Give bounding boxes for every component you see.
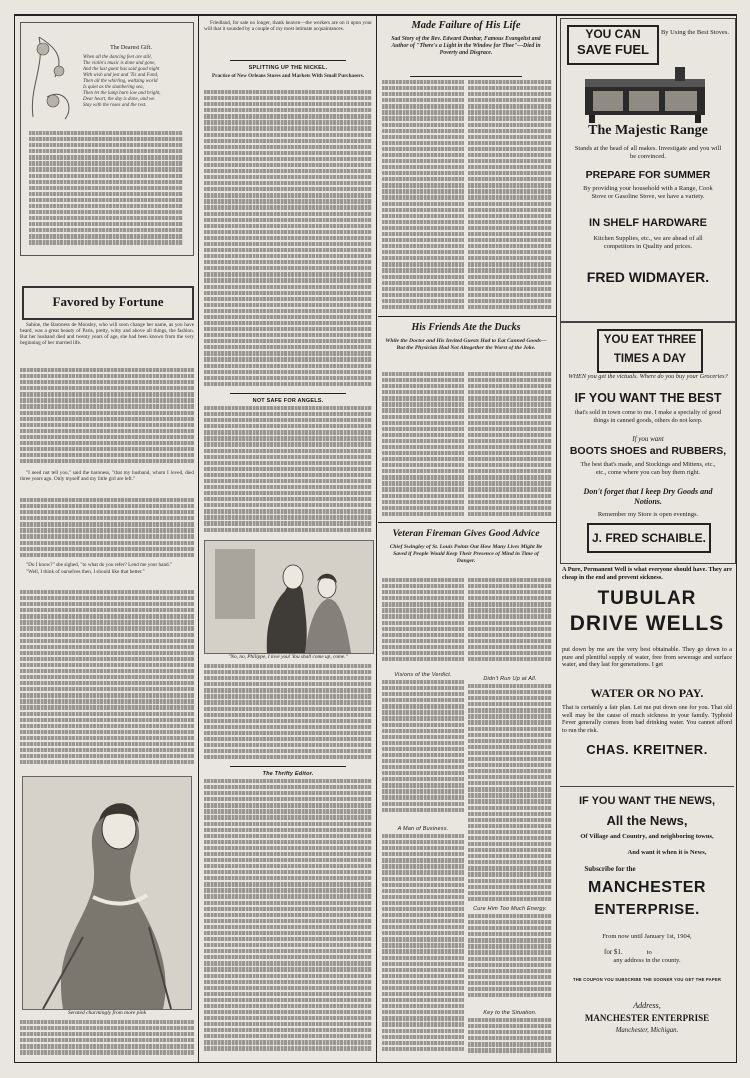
veteran-text-lines-right xyxy=(468,578,552,668)
poem-line: And the last guest has said good night xyxy=(83,67,160,72)
veteran-text-lines-left xyxy=(382,578,464,668)
majestic-title: The Majestic Range xyxy=(588,123,708,138)
poem-line: Stay with the roses and the rest. xyxy=(83,103,147,108)
if-news: IF YOU WANT THE NEWS, xyxy=(578,795,716,807)
deck-veteran: Chief Swingley of St. Louis Points Out How Many Lives Might Be Saved if People Would Keep Their Presence of Mind in Time of Danger. xyxy=(389,544,543,564)
headline-ducks: His Friends Ate the Ducks xyxy=(411,322,521,333)
failure-text-lines-left xyxy=(382,80,464,312)
feature-text-lines-3 xyxy=(20,590,194,770)
shelf-text: Kitchen Supplies, etc., we are ahead of all competitors in Quality and prices. xyxy=(593,235,703,250)
separator xyxy=(230,60,346,61)
feature-text-lines-4 xyxy=(20,1020,194,1060)
save-fuel-box xyxy=(567,25,659,65)
paragraph: "Do I know?" she sighed, "to what do you refer? Lend me your hand." xyxy=(26,562,173,568)
remember-text: Remember my Store is open evenings. xyxy=(597,511,699,518)
save-fuel-line2: SAVE FUEL xyxy=(577,42,649,57)
water-text: That is certainly a fair plan. Let me put down one for you. That old well may be the cause of much sickness in your family. Typhoid Fever generally comes from bad drinking water. You cannot afford to run the risk. xyxy=(562,704,732,734)
couple-caption: "No, no, Philippe, I love you! You shall come up, come." xyxy=(228,654,348,660)
paragraph: "I need not tell you," said the baroness, "that my husband, whom I loved, died three years ago. Only myself and my little girl are left." xyxy=(20,470,194,483)
feature-text-dialogue xyxy=(20,562,194,588)
feature-text-intro xyxy=(20,322,194,366)
schaible-name: J. FRED SCHAIBLE. xyxy=(591,531,706,545)
headline-failure: Made Failure of His Life xyxy=(411,20,521,31)
visions-text-lines xyxy=(382,680,464,820)
failure-text-lines-right xyxy=(468,80,552,312)
column-rule-2 xyxy=(376,16,377,1062)
business-heading: A Man of Business. xyxy=(397,826,449,832)
separator xyxy=(410,76,522,77)
deck-failure: Sad Story of the Rev. Edward Dunbar, Famous Evangelist and Author of "There's a Light in the Window for Thee"—Died in Poverty and Disgrace. xyxy=(391,36,541,56)
ducks-text-lines-right xyxy=(468,372,552,518)
right-border xyxy=(736,14,737,1063)
and-want-text: And want it when it is News, xyxy=(627,849,707,856)
headline-veteran: Veteran Fireman Gives Good Advice xyxy=(392,528,540,539)
column-rule-1 xyxy=(198,16,199,1062)
poem-title: The Dearest Gift. xyxy=(110,45,152,51)
separator xyxy=(230,766,346,767)
drive-wells-title: DRIVE WELLS xyxy=(569,612,725,635)
visions-heading: Visions of the Verdict. xyxy=(394,672,452,678)
dont-forget: Don't forget that I keep Dry Goods and Notions. xyxy=(583,487,713,506)
address-label: Address, xyxy=(633,1001,661,1010)
col2-story-lines xyxy=(204,664,372,764)
majestic-range-ad xyxy=(560,18,736,322)
illustration-caption: Serated charmingly from more pink xyxy=(67,1010,147,1016)
key-heading: Key to the Situation. xyxy=(483,1010,537,1016)
kreitner-wells-ad xyxy=(560,566,734,812)
runs-text-lines xyxy=(468,684,552,904)
want-text: that's sold in town come to me. I make a specialty of good things in canned goods, others do not keep. xyxy=(574,409,722,424)
key-text-lines xyxy=(468,1018,552,1060)
address-city: Manchester, Michigan. xyxy=(615,1027,679,1034)
pure-water-text: A Pure, Permanent Well is what everyone should have. They are cheap in the end and prevent sickness. xyxy=(562,566,732,581)
prepare-summer: PREPARE FOR SUMMER xyxy=(585,169,711,181)
wells-text: put down by me are the very best obtainable. They go down to a pure and plentiful supply of water, free from sewerage and surface water, and they last for generations. I get xyxy=(562,646,732,669)
splitting-subheading: Practice of New Orleans Stores and Markets With Small Purchasers. xyxy=(211,73,365,79)
feature-text-mid xyxy=(20,470,194,496)
widmayer-name: FRED WIDMAYER. xyxy=(586,269,710,285)
notsafe-heading: NOT SAFE FOR ANGELS. xyxy=(252,398,324,404)
price: for $1. xyxy=(604,948,623,956)
column-rule-3 xyxy=(556,16,557,1062)
schaible-grocery-ad xyxy=(560,322,736,564)
bottom-border xyxy=(14,1062,736,1063)
poem-line: Is quiet as the slumbering sea, xyxy=(83,85,144,90)
poem-line: When all the dancing feet are still, xyxy=(83,55,152,60)
deck-ducks: While the Doctor and His Invited Guests Had to Eat Canned Goods—But the Physician Had Not Altogether the Worst of the Joke. xyxy=(385,338,547,351)
thrifty-heading: The Thrifty Editor. xyxy=(262,771,314,777)
splitting-heading: SPLITTING UP THE NICKEL. xyxy=(248,65,328,71)
feature-text-lines-1 xyxy=(20,368,194,468)
poem-line: With wish and jest and 'Tis and Fond, xyxy=(83,73,159,78)
enterprise-ad xyxy=(560,786,734,1059)
boots-text: The best that's made, and Stockings and Mittens, etc., etc., come where you can buy them right. xyxy=(580,461,716,476)
poem-line: Then let the lamp burn low and bright, xyxy=(83,91,161,96)
notsafe-text-lines xyxy=(204,406,372,534)
left-border xyxy=(14,14,15,1063)
to-word: to xyxy=(646,949,652,956)
poem-vignette xyxy=(25,27,83,123)
village-text: Of Village and Country, and neighboring towns, xyxy=(580,833,714,840)
save-fuel-aside: By Using the Best Stoves. xyxy=(660,29,730,36)
runs-heading: Didn't Run Up at All. xyxy=(483,676,537,682)
kreitner-name: CHAS. KREITNER. xyxy=(586,742,708,757)
tubular-title: TUBULAR xyxy=(597,588,697,609)
col2-intro xyxy=(204,20,372,58)
schaible-name-box xyxy=(587,523,711,553)
feature-title-box xyxy=(22,286,194,320)
water-no-pay: WATER OR NO PAY. xyxy=(590,686,704,700)
enterprise-title: ENTERPRISE. xyxy=(594,901,700,918)
eat-line1: YOU EAT THREE xyxy=(603,334,697,346)
section-divider xyxy=(378,316,556,317)
prepare-text: By providing your household with a Range, Cook Stove or Gasoline Stove, we have a variety. xyxy=(583,185,713,200)
save-fuel-line1: YOU CAN xyxy=(585,27,641,41)
ducks-text-lines-left xyxy=(382,372,464,518)
poem-box xyxy=(20,22,194,256)
poem-line: The violin's music is done and gone, xyxy=(83,61,156,66)
woman-illustration xyxy=(22,776,192,1010)
majestic-sub: Stands at the head of all makes. Investigate and you will be convinced. xyxy=(574,145,722,160)
want-best: IF YOU WANT THE BEST xyxy=(574,391,722,405)
poem-line: Dear heart, the day is done, and we xyxy=(83,97,155,102)
eat-line2: TIMES A DAY xyxy=(613,353,687,365)
paragraph: Friedland, for sale no longer, thank heaven—the workers are on it upon your will that it sounded by a couple of my most intimate acquaintances. xyxy=(204,20,372,33)
poem-text xyxy=(83,55,187,109)
separator xyxy=(230,393,346,394)
stove-icon xyxy=(579,65,711,123)
feature-text-lines-2 xyxy=(20,498,194,560)
shelf-hardware: IN SHELF HARDWARE xyxy=(589,217,707,229)
any-address-text: any address in the county. xyxy=(613,957,681,964)
top-border xyxy=(14,14,736,16)
all-news: All the News, xyxy=(606,813,688,828)
coupon-text: THE COUPON YOU SUBSCRIBE THE SOONER YOU GET THE PAPER xyxy=(572,977,722,982)
section-divider xyxy=(378,522,556,523)
boots-shoes: BOOTS SHOES and RUBBERS, xyxy=(569,445,727,457)
cure-heading: Cure Him Too Much Energy. xyxy=(473,906,547,912)
paragraph: "Well, I think of ourselves then, I should like that better." xyxy=(26,569,145,576)
manchester-title: MANCHESTER xyxy=(588,879,706,896)
cure-text-lines xyxy=(468,914,552,1004)
if-you-want: If you want xyxy=(632,435,664,443)
poem-line: Then all the whirling, waltzing world xyxy=(83,79,158,84)
eat-three-box xyxy=(597,329,703,373)
feature-title: Favored by Fortune xyxy=(52,294,164,309)
business-text-lines xyxy=(382,834,464,1060)
paragraph: Sabine, the Baroness de Monsley, who will soon change her name, as you have heard, was a great beauty of Paris, pretty, witty and above all things, the fashion. But her husband died and twenty years of age, she had been known from the very beginning of her married life. xyxy=(20,322,194,347)
address-name: MANCHESTER ENTERPRISE xyxy=(584,1013,710,1023)
eat-text: WHEN you get the victuals. Where do you buy your Groceries? xyxy=(568,373,728,380)
couple-illustration xyxy=(204,540,374,654)
poem-body-lines xyxy=(29,131,183,249)
subscribe-text: Subscribe for the xyxy=(584,865,636,873)
splitting-text-lines xyxy=(204,90,372,390)
from-now-text: From now until January 1st, 1904, xyxy=(602,933,692,940)
thrifty-text-lines xyxy=(204,779,372,1060)
